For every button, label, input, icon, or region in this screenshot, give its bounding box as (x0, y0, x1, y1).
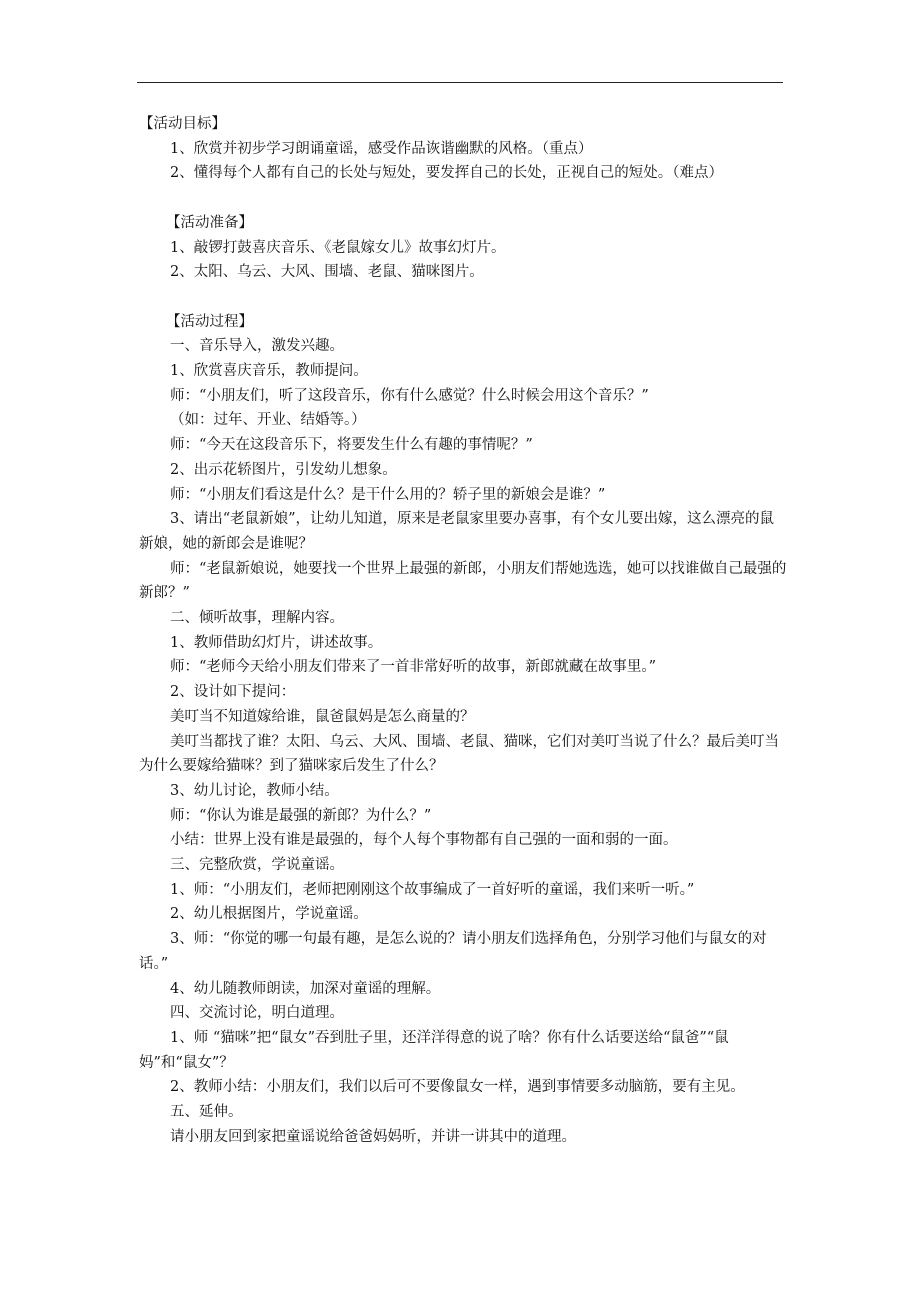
process-line: 4、幼儿随教师朗读，加深对童谣的理解。 (170, 980, 441, 997)
prep-item: 2、太阳、乌云、大风、围墙、老鼠、猫咪图片。 (170, 264, 484, 281)
process-line: 师：“小朋友们，听了这段音乐，你有什么感觉？什么时候会用这个音乐？” (170, 387, 649, 404)
process-line: 请小朋友回到家把童谣说给爸爸妈妈听，并讲一讲其中的道理。 (170, 1128, 576, 1145)
process-line: 3、幼儿讨论，教师小结。 (170, 782, 339, 799)
process-line: 1、师 “猫咪”把“鼠女”吞到肚子里，还洋洋得意的说了啥？你有什么话要送给“鼠爸”“鼠妈”和“鼠女”？ (139, 1029, 729, 1071)
process-line: 2、设计如下提问： (170, 684, 296, 701)
process-line: 3、师：“你觉的哪一句最有趣，是怎么说的？请小朋友们选择角色，分别学习他们与鼠女的对话。” (139, 931, 767, 972)
goal-item: 1、欣赏并初步学习朗诵童谣，感受作品诙谐幽默的风格。（重点） (170, 140, 593, 157)
process-line: 一、音乐导入，激发兴趣。 (170, 338, 344, 355)
process-line: 1、欣赏喜庆音乐，教师提问。 (170, 363, 368, 379)
process-line: 3、请出“老鼠新娘”，让幼儿知道，原来是老鼠家里要办喜事，有个女儿要出嫁，这么漂亮的鼠新娘，她的新郎会是谁呢？ (139, 511, 775, 552)
section-gap (139, 186, 799, 211)
process-line: 师：“你认为谁是最强的新郎？为什么？” (170, 807, 432, 824)
process-line: 1、教师借助幻灯片，讲述故事。 (170, 634, 383, 651)
process-line: 五、延伸。 (170, 1104, 243, 1121)
goal-heading: 【活动目标】 (139, 116, 226, 132)
process-line: 小结：世界上没有谁是最强的，每个人每个事物都有自己强的一面和弱的一面。 (170, 832, 678, 849)
process-line: 2、教师小结：小朋友们，我们以后可不要像鼠女一样，遇到事情要多动脑筋，要有主见。 (170, 1079, 745, 1096)
process-line: 1、师：“小朋友们，老师把刚刚这个故事编成了一首好听的童谣，我们来听一听。” (170, 881, 695, 898)
process-line: 2、幼儿根据图片，学说童谣。 (170, 906, 368, 923)
process-line: 2、出示花轿图片，引发幼儿想象。 (170, 461, 397, 478)
prep-heading: 【活动准备】 (166, 214, 253, 231)
process-line: 四、交流讨论，明白道理。 (170, 1005, 344, 1022)
header-rule (137, 82, 783, 83)
process-line: 师：“老鼠新娘说，她要找一个世界上最强的新郎，小朋友们帮她选选，她可以找谁做自己最强的新郎？” (139, 560, 787, 602)
prep-item: 1、敲锣打鼓喜庆音乐、《老鼠嫁女儿》故事幻灯片。 (170, 239, 506, 256)
process-line: 师：“小朋友们看这是什么？是干什么用的？轿子里的新娘会是谁？” (170, 486, 606, 503)
process-line: 二、倾听故事，理解内容。 (170, 610, 344, 627)
process-line: 师：“今天在这段音乐下，将要发生什么有趣的事情呢？” (170, 437, 533, 454)
section-gap (139, 285, 799, 310)
process-line: 师：“老师今天给小朋友们带来了一首非常好听的故事，新郎就藏在故事里。” (170, 659, 657, 676)
process-line: 三、完整欣赏，学说童谣。 (170, 857, 344, 874)
document-body (139, 112, 799, 1150)
process-line: （如：过年、开业、结婚等。） (170, 412, 366, 429)
process-line: 美叮当都找了谁？太阳、乌云、大风、围墙、老鼠、猫咪，它们对美叮当说了什么？最后美叮当为什么要嫁给猫咪？到了猫咪家后发生了什么？ (139, 733, 779, 775)
process-line: 美叮当不知道嫁给谁，鼠爸鼠妈是怎么商量的？ (170, 708, 475, 725)
process-heading: 【活动过程】 (166, 313, 253, 330)
goal-item: 2、懂得每个人都有自己的长处与短处，要发挥自己的长处，正视自己的短处。（难点） (170, 165, 723, 182)
